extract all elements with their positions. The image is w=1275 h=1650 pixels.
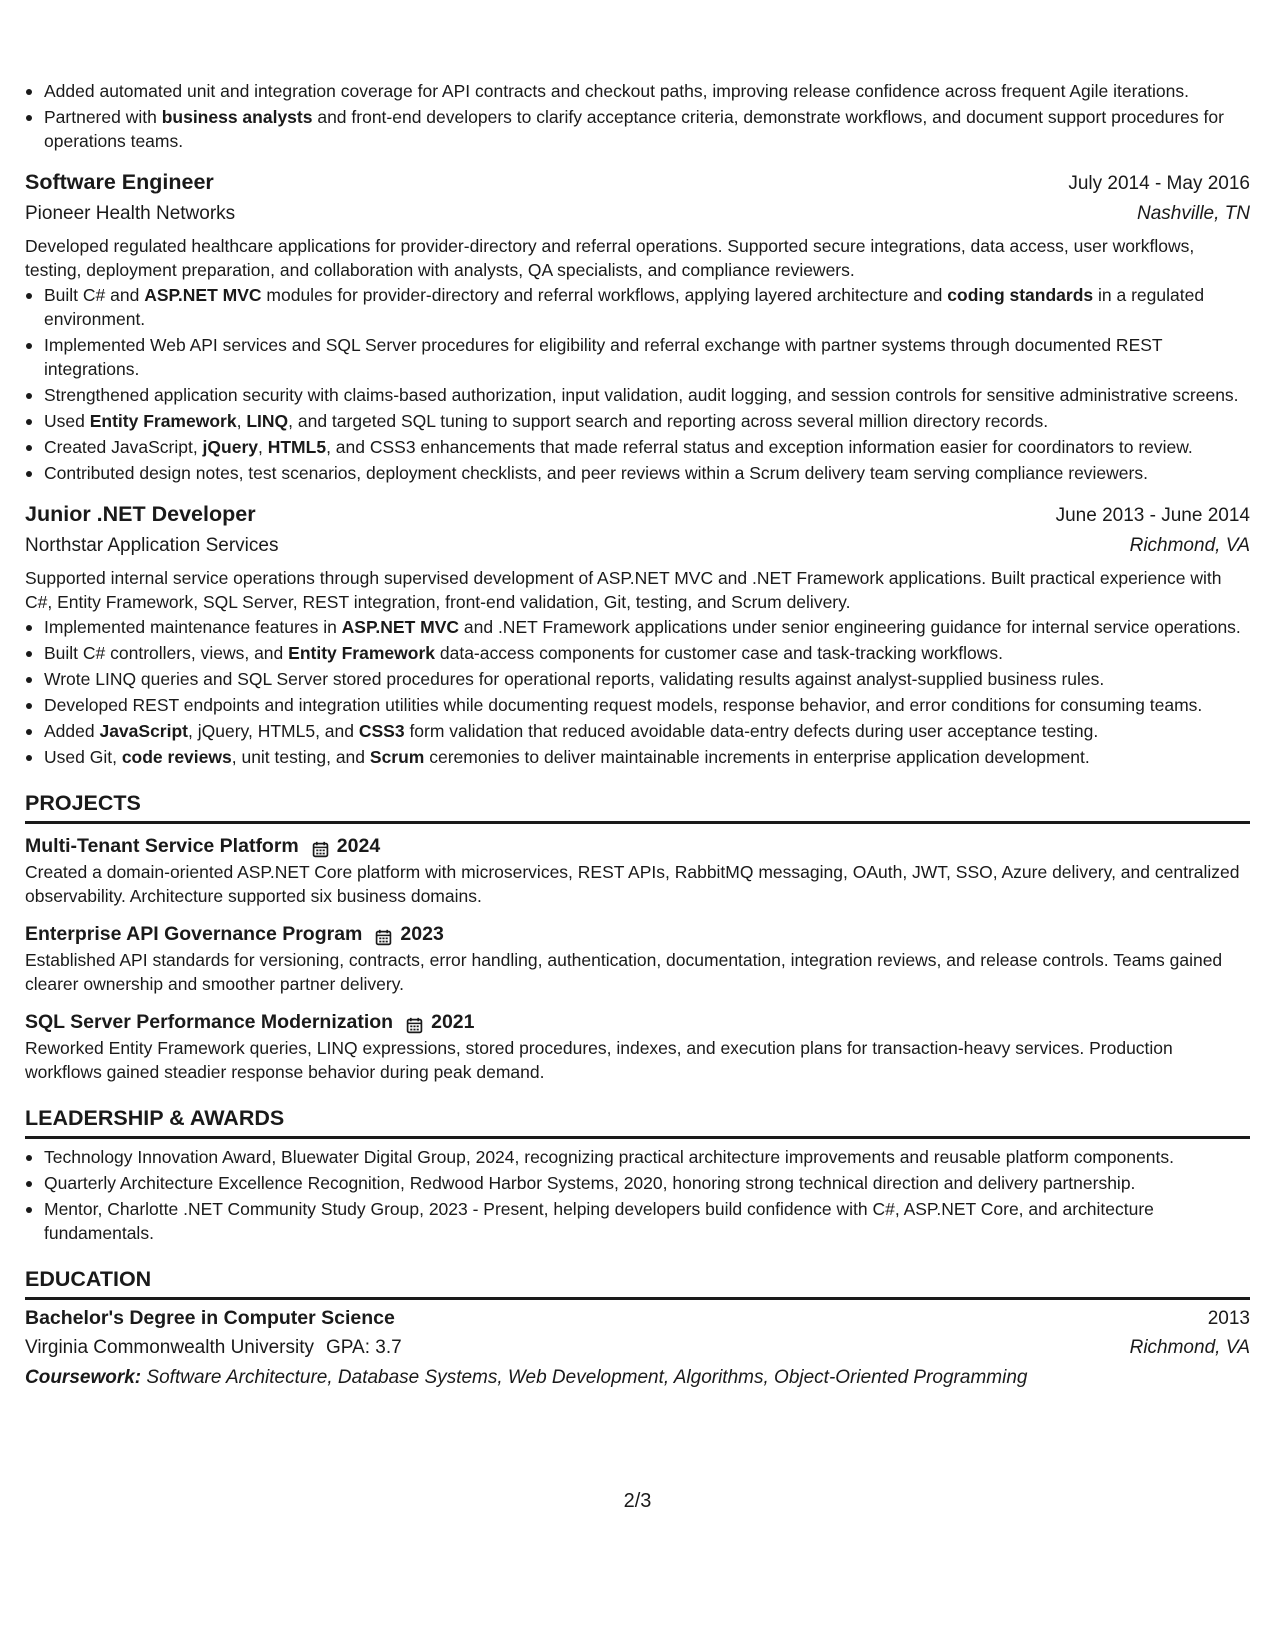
page-number: 2/3 bbox=[623, 1490, 652, 1512]
company-name: Northstar Application Services bbox=[25, 535, 279, 556]
list-item: Built C# and ASP.NET MVC modules for provider-directory and referral workflows, applying layered architecture and coding standards in a regulated environment. bbox=[25, 283, 1250, 331]
bold-keyword: Entity Framework bbox=[288, 643, 435, 663]
list-item: Created JavaScript, jQuery, HTML5, and CSS3 enhancements that made referral status and exception information easier for coordinators to review. bbox=[25, 435, 1250, 459]
list-item: Quarterly Architecture Excellence Recognition, Redwood Harbor Systems, 2020, honoring strong technical direction and delivery partnership. bbox=[25, 1171, 1250, 1195]
graduation-year: 2013 bbox=[1207, 1308, 1250, 1329]
project-description: Reworked Entity Framework queries, LINQ expressions, stored procedures, indexes, and execution plans for transaction-heavy services. Production workflows gained steadier response behavior during peak demand. bbox=[25, 1038, 1173, 1082]
job-summary: Supported internal service operations through supervised development of ASP.NET MVC and .NET Framework applications. Built practical experience with C#, Entity Framework, SQL Server, REST integration, front-end validation, Git, testing, and Scrum delivery. bbox=[25, 568, 1222, 612]
project-name: Enterprise API Governance Program bbox=[25, 923, 363, 945]
list-item: Mentor, Charlotte .NET Community Study Group, 2023 - Present, helping developers build confidence with C#, ASP.NET Core, and architecture fundamentals. bbox=[25, 1197, 1250, 1245]
job-location: Nashville, TN bbox=[1137, 203, 1250, 224]
list-item: Used Entity Framework, LINQ, and targeted SQL tuning to support search and reporting across several million directory records. bbox=[25, 409, 1250, 433]
job-dates: July 2014 - May 2016 bbox=[1068, 173, 1250, 194]
list-item: Added automated unit and integration coverage for API contracts and checkout paths, improving release confidence across frequent Agile iterations. bbox=[25, 79, 1250, 103]
leadership-section bbox=[25, 1104, 1250, 1245]
bold-keyword: business analysts bbox=[161, 107, 313, 127]
project-description: Created a domain-oriented ASP.NET Core platform with microservices, REST APIs, RabbitMQ messaging, OAuth, JWT, SSO, Azure delivery, and centralized observability. Architecture supported six business domains. bbox=[25, 862, 1240, 906]
education-entry bbox=[25, 1304, 1250, 1393]
list-item: Used Git, code reviews, unit testing, and Scrum ceremonies to deliver maintainable increments in enterprise application development. bbox=[25, 745, 1250, 769]
job-bullets bbox=[25, 283, 1250, 485]
project-year: 2021 bbox=[431, 1011, 475, 1033]
project-description: Established API standards for versioning, contracts, error handling, authentication, documentation, integration reviews, and release controls. Teams gained clearer ownership and smoother partner delivery. bbox=[25, 950, 1223, 994]
list-item: Contributed design notes, test scenarios, deployment checklists, and peer reviews within a Scrum delivery team serving compliance reviewers. bbox=[25, 461, 1250, 485]
bold-keyword: jQuery bbox=[202, 437, 258, 457]
calendar-icon bbox=[406, 1014, 423, 1031]
section-heading-projects: PROJECTS bbox=[25, 789, 1250, 824]
bold-keyword: coding standards bbox=[947, 285, 1094, 305]
bold-keyword: Entity Framework bbox=[89, 411, 237, 431]
bold-keyword: LINQ bbox=[246, 411, 289, 431]
list-item: Implemented maintenance features in ASP.NET MVC and .NET Framework applications under senior engineering guidance for internal service operations. bbox=[25, 615, 1250, 639]
list-item: Strengthened application security with claims-based authorization, input validation, audit logging, and session controls for sensitive administrative screens. bbox=[25, 383, 1250, 407]
list-item: Partnered with business analysts and front-end developers to clarify acceptance criteria, demonstrate workflows, and document support procedures for operations teams. bbox=[25, 105, 1250, 153]
experience-list bbox=[25, 167, 1250, 769]
list-item: Developed REST endpoints and integration utilities while documenting request models, response behavior, and error conditions for consuming teams. bbox=[25, 693, 1250, 717]
job-title: Software Engineer bbox=[25, 170, 214, 194]
list-item: Added JavaScript, jQuery, HTML5, and CSS3 form validation that reduced avoidable data-entry defects during user acceptance testing. bbox=[25, 719, 1250, 743]
job-entry bbox=[25, 499, 1250, 769]
list-item: Built C# controllers, views, and Entity Framework data-access components for customer case and task-tracking workflows. bbox=[25, 641, 1250, 665]
project-entry bbox=[25, 920, 1250, 996]
school-location: Richmond, VA bbox=[1129, 1337, 1250, 1358]
school-name: Virginia Commonwealth University bbox=[25, 1337, 314, 1358]
list-item: Technology Innovation Award, Bluewater Digital Group, 2024, recognizing practical architecture improvements and reusable platform components. bbox=[25, 1145, 1250, 1169]
project-year: 2023 bbox=[400, 923, 444, 945]
job-location: Richmond, VA bbox=[1129, 535, 1250, 556]
education-section bbox=[25, 1265, 1250, 1393]
coursework-list: Software Architecture, Database Systems, Web Development, Algorithms, Object-Oriented Programming bbox=[146, 1367, 1028, 1388]
bold-keyword: HTML5 bbox=[267, 437, 327, 457]
calendar-icon bbox=[312, 838, 329, 855]
bold-keyword: ASP.NET MVC bbox=[144, 285, 262, 305]
degree-title: Bachelor's Degree in Computer Science bbox=[25, 1307, 395, 1329]
projects-section bbox=[25, 789, 1250, 1084]
job-bullets bbox=[25, 615, 1250, 769]
job-summary: Developed regulated healthcare applications for provider-directory and referral operations. Supported secure integrations, data access, user workflows, testing, deployment preparation, and collaboration with analysts, QA specialists, and compliance reviewers. bbox=[25, 236, 1195, 280]
project-year: 2024 bbox=[336, 835, 381, 857]
list-item: Wrote LINQ queries and SQL Server stored procedures for operational reports, validating results against analyst-supplied business rules. bbox=[25, 667, 1250, 691]
bold-keyword: code reviews bbox=[121, 747, 232, 767]
coursework bbox=[25, 1363, 1250, 1393]
resume-page bbox=[25, 78, 1250, 1393]
project-entry bbox=[25, 1008, 1250, 1084]
bold-keyword: JavaScript bbox=[99, 721, 188, 741]
section-heading-education: EDUCATION bbox=[25, 1265, 1250, 1300]
coursework-label: Coursework: bbox=[25, 1367, 142, 1388]
bold-keyword: ASP.NET MVC bbox=[341, 617, 460, 637]
company-name: Pioneer Health Networks bbox=[25, 203, 236, 224]
projects-list bbox=[25, 832, 1250, 1084]
leadership-list bbox=[25, 1145, 1250, 1245]
bold-keyword: Scrum bbox=[369, 747, 425, 767]
job-entry bbox=[25, 167, 1250, 485]
project-entry bbox=[25, 832, 1250, 908]
gpa: GPA: 3.7 bbox=[325, 1337, 402, 1358]
job-title: Junior .NET Developer bbox=[25, 502, 256, 526]
job-dates: June 2013 - June 2014 bbox=[1055, 505, 1250, 526]
list-item: Implemented Web API services and SQL Server procedures for eligibility and referral exchange with partner systems through documented REST integrations. bbox=[25, 333, 1250, 381]
project-name: Multi-Tenant Service Platform bbox=[25, 835, 299, 857]
calendar-icon bbox=[375, 926, 392, 943]
bold-keyword: CSS3 bbox=[358, 721, 405, 741]
section-heading-leadership: LEADERSHIP & AWARDS bbox=[25, 1104, 1250, 1139]
previous-job-bullets bbox=[25, 79, 1250, 153]
project-name: SQL Server Performance Modernization bbox=[25, 1011, 394, 1033]
